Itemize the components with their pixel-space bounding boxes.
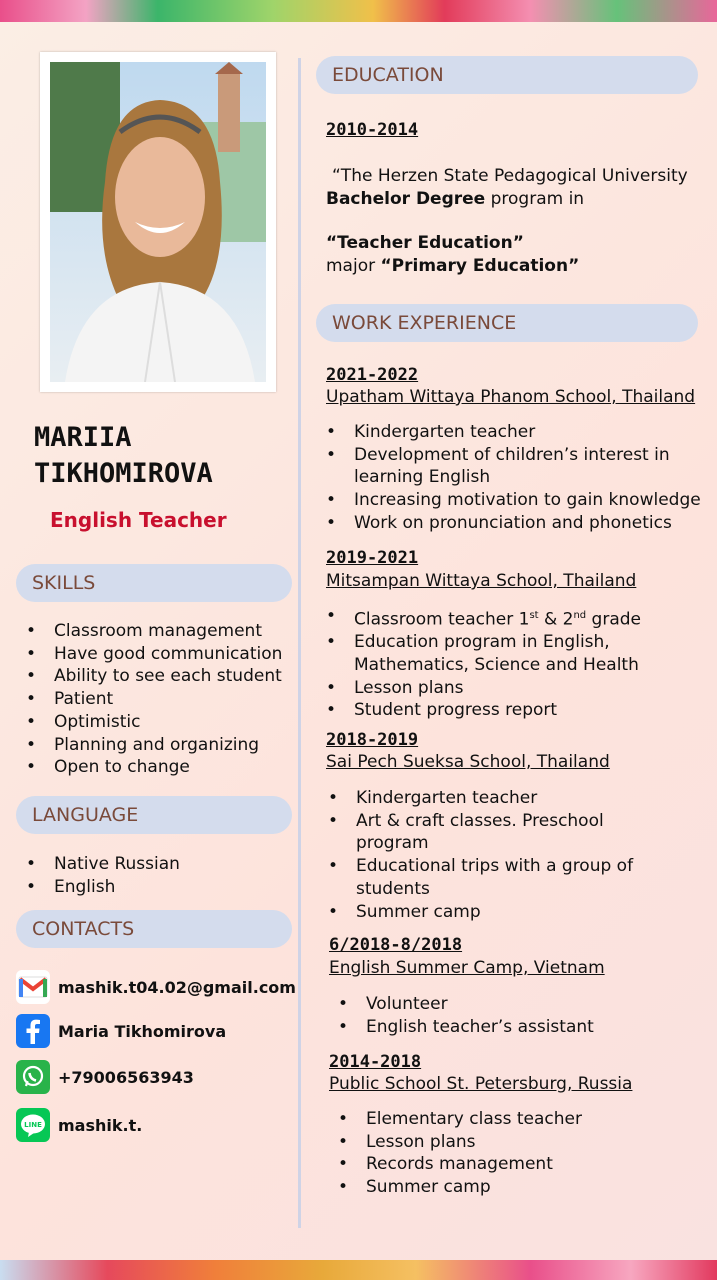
whatsapp-icon (16, 1060, 50, 1094)
whatsapp-contact[interactable] (16, 1060, 194, 1094)
language-heading: LANGUAGE (16, 796, 292, 834)
job-years: 2021-2022 (326, 365, 419, 385)
list-item: • Planning and organizing (26, 734, 296, 757)
list-item: • Educational trips with a group of students (328, 855, 658, 900)
list-item: • Increasing motivation to gain knowledge (326, 489, 710, 512)
list-item: • Classroom management (26, 620, 296, 643)
job-years: 2019-2021 (326, 548, 419, 568)
list-item: • Art & craft classes. Preschool program (328, 810, 658, 855)
list-item: • English teacher’s assistant (338, 1016, 698, 1039)
education-heading: EDUCATION (316, 56, 698, 94)
job-school: English Summer Camp, Vietnam (329, 958, 605, 978)
degree-text: Bachelor Degree (326, 189, 486, 209)
list-item: • Optimistic (26, 711, 296, 734)
list-item: • English (26, 876, 296, 899)
list-item: • Kindergarten teacher (328, 787, 658, 810)
phone-text: +79006563943 (58, 1067, 194, 1087)
full-name: MARIIA TIKHOMIROVA (34, 422, 213, 489)
line-icon (16, 1108, 50, 1142)
program-in-text: program in (490, 189, 585, 209)
list-item: • Development of children’s interest in learning English (326, 444, 710, 489)
svg-text:LINE: LINE (24, 1121, 42, 1129)
job-duties (338, 993, 698, 1038)
bottom-decor-strip (0, 1260, 717, 1280)
list-item: • Elementary class teacher (338, 1108, 698, 1131)
job-duties (326, 421, 710, 535)
list-item: • Education program in English, Mathematics, Science and Health (326, 631, 666, 676)
skills-heading: SKILLS (16, 564, 292, 602)
major-label: major (326, 256, 376, 276)
facebook-text: Maria Tikhomirova (58, 1021, 227, 1041)
list-item: • Kindergarten teacher (326, 421, 710, 444)
top-decor-strip (0, 0, 717, 22)
job-duties (328, 787, 658, 923)
job-title: English Teacher (50, 508, 227, 532)
major-text: “Primary Education” (380, 256, 580, 276)
line-text: mashik.t. (58, 1115, 143, 1135)
job-school: Sai Pech Sueksa School, Thailand (326, 752, 610, 772)
profile-photo-frame (40, 52, 276, 392)
list-item: • Lesson plans (338, 1131, 698, 1154)
profile-photo (50, 62, 266, 382)
list-item: • Student progress report (326, 699, 666, 722)
job-years: 2014-2018 (329, 1052, 422, 1072)
program-name: “Teacher Education” (326, 233, 524, 253)
language-list (26, 853, 296, 898)
list-item: • Work on pronunciation and phonetics (326, 512, 710, 535)
gmail-icon (16, 970, 50, 1004)
grade-text: grade (586, 609, 642, 630)
list-item: • Native Russian (26, 853, 296, 876)
grade-text: Classroom teacher 1 (354, 609, 530, 630)
job-duties (326, 605, 666, 722)
degree-line (326, 188, 584, 211)
grade-text: & 2 (538, 609, 574, 630)
line-contact[interactable] (16, 1108, 142, 1142)
list-item: • Have good communication (26, 643, 296, 666)
list-item: • Records management (338, 1153, 698, 1176)
job-duties (338, 1108, 698, 1199)
grade-sup: nd (573, 610, 587, 621)
list-item: • Ability to see each student (26, 665, 296, 688)
list-item: • Summer camp (338, 1176, 698, 1199)
job-school: Public School St. Petersburg, Russia (329, 1074, 633, 1094)
list-item: • Patient (26, 688, 296, 711)
list-item: • Open to change (26, 756, 296, 779)
list-item (326, 605, 666, 631)
facebook-icon (16, 1014, 50, 1048)
list-item: • Summer camp (328, 901, 658, 924)
job-school: Upatham Wittaya Phanom School, Thailand (326, 387, 696, 407)
facebook-contact[interactable] (16, 1014, 226, 1048)
email-contact[interactable] (16, 970, 296, 1004)
column-divider (298, 58, 301, 1228)
work-experience-heading: WORK EXPERIENCE (316, 304, 698, 342)
skills-list (26, 620, 296, 779)
job-years: 6/2018-8/2018 (329, 935, 463, 955)
grade-sup: st (529, 610, 539, 621)
education-years: 2010-2014 (326, 120, 419, 140)
email-text: mashik.t04.02@gmail.com (58, 977, 296, 997)
list-item: • Lesson plans (326, 677, 666, 700)
major-line (326, 255, 579, 278)
job-years: 2018-2019 (326, 730, 419, 750)
contacts-heading: CONTACTS (16, 910, 292, 948)
list-item: • Volunteer (338, 993, 698, 1016)
job-school: Mitsampan Wittaya School, Thailand (326, 571, 637, 591)
university-name: “The Herzen State Pedagogical University (332, 166, 688, 186)
